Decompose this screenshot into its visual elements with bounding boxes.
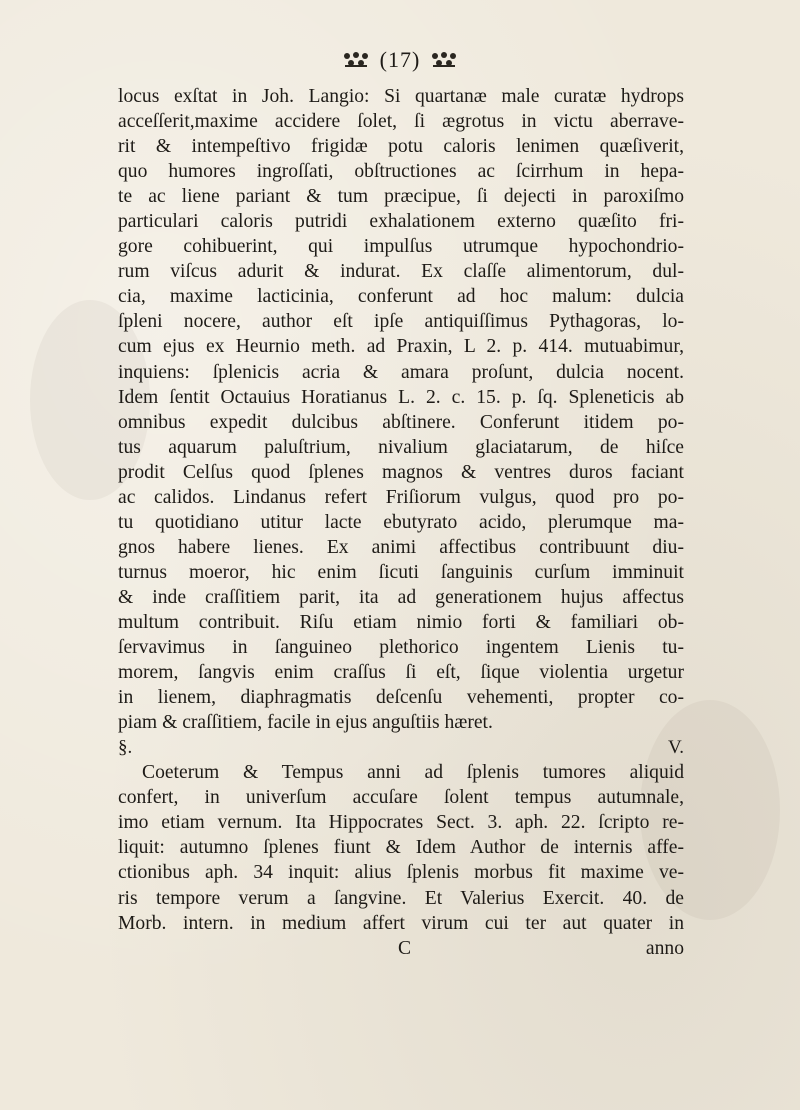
text-line: te ac liene pariant & tum præcipue, ſi dejecti in paroxiſmo <box>118 186 684 208</box>
text-line: cia, maxime lacticinia, conferunt ad hoc malum: dulcia <box>118 286 684 308</box>
text-line: Idem ſentit Octauius Horatianus L. 2. c. 15. p. ſq. Spleneticis ab <box>118 386 684 408</box>
text-line: turnus moeror, hic enim ſicuti ſanguinis curſum imminuit <box>118 561 684 583</box>
text-line: liquit: autumno ſplenes fiunt & Idem Author de internis affe- <box>118 837 684 859</box>
section-heading: §. V. <box>118 737 684 759</box>
text-line: omnibus expedit dulcibus abſtinere. Conferunt itidem po- <box>118 411 684 433</box>
text-line: ris tempore verum a ſangvine. Et Valerius Exercit. 40. de <box>118 887 684 909</box>
text-line: ſervavimus in ſanguineo plethorico ingentem Lienis tu- <box>118 637 684 659</box>
text-line: prodit Celſus quod ſplenes magnos & ventres duros faciant <box>118 461 684 483</box>
text-line: & inde craſſitiem parit, ita ad generationem hujus affectus <box>118 586 684 608</box>
text-line: particulari caloris putridi exhalationem externo quæſito fri- <box>118 211 684 233</box>
page-footer <box>118 936 684 961</box>
text-line: ctionibus aph. 34 inquit: alius ſplenis morbus fit maxime ve- <box>118 862 684 884</box>
page-number: (17) <box>379 47 421 72</box>
text-line: gnos habere lienes. Ex animi affectibus contribuunt diu- <box>118 536 684 558</box>
text-line: in lienem, diaphragmatis deſcenſu vehementi, propter co- <box>118 687 684 709</box>
text-line: Coeterum & Tempus anni ad ſplenis tumores aliquid <box>142 762 684 784</box>
ornament-right-icon <box>430 51 458 69</box>
catchword: anno <box>645 937 684 959</box>
text-line: ac calidos. Lindanus refert Friſiorum vulgus, quod pro po- <box>118 486 684 508</box>
text-line: locus exſtat in Joh. Langio: Si quartanæ male curatæ hydrops <box>118 86 684 107</box>
text-line: inquiens: ſplenicis acria & amara proſunt, dulcia nocent. <box>118 361 684 383</box>
text-line: acceſſerit,maxime accidere ſolet, ſi ægrotus in victu aberrave- <box>118 111 684 133</box>
text-line: tus aquarum paluſtrium, nivalium glaciatarum, de hiſce <box>118 436 684 458</box>
text-line: gore cohibuerint, qui impulſus utrumque hypochondrio- <box>118 236 684 258</box>
text-line: multum contribuit. Riſu etiam nimio forti & familiari ob- <box>118 611 684 633</box>
text-line: morem, ſangvis enim craſſus ſi eſt, ſique violentia urgetur <box>118 662 684 684</box>
text-line: Morb. intern. in medium affert virum cui ter aut quater in <box>118 912 684 934</box>
signature-mark: C <box>398 937 412 959</box>
text-line: rit & intempeſtivo frigidæ potu caloris lenimen quæſiverit, <box>118 136 684 158</box>
text-line: cum ejus ex Heurnio meth. ad Praxin, L 2. p. 414. mutuabimur, <box>118 336 684 358</box>
text-line: confert, in univerſum accuſare ſolent tempus autumnale, <box>118 787 684 809</box>
text-line: quo humores ingroſſati, obſtructiones ac ſcirrhum in hepa- <box>118 161 684 183</box>
ornament-left-icon <box>342 51 370 69</box>
text-line: rum viſcus adurit & indurat. Ex claſſe alimentorum, dul- <box>118 261 684 283</box>
text-line: ſpleni nocere, author eſt ipſe antiquiſſimus Pythagoras, lo- <box>118 311 684 333</box>
text-line: piam & craſſitiem, facile in ejus anguſtiis hæret. <box>118 712 493 734</box>
main-text <box>118 84 684 961</box>
page-header <box>320 42 480 78</box>
text-line: imo etiam vernum. Ita Hippocrates Sect. 3. aph. 22. ſcripto re- <box>118 812 684 834</box>
text-line: tu quotidiano utitur lacte ebutyrato acido, plerumque ma- <box>118 511 684 533</box>
